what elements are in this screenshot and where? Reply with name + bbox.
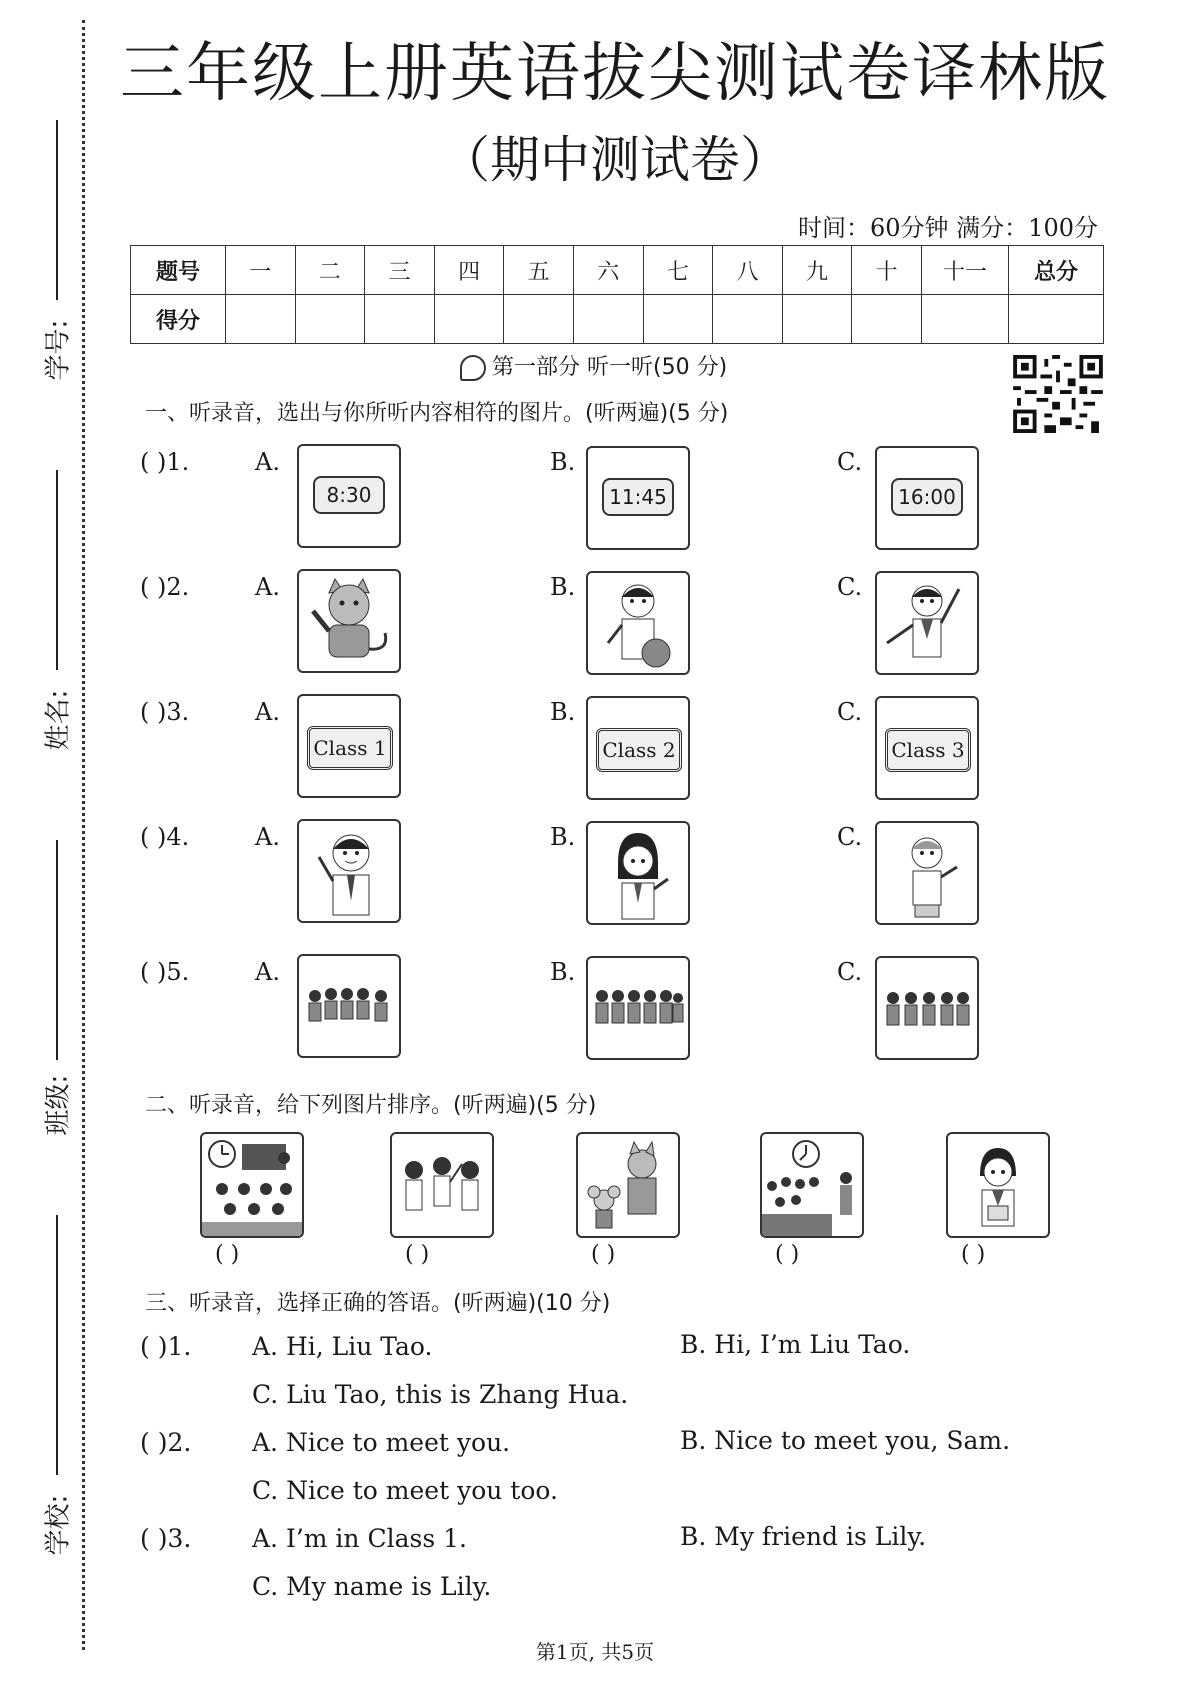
s1-question-3: [140, 690, 1100, 800]
question-number: 3.: [166, 698, 190, 726]
order-answer-paren[interactable]: ( ): [405, 1242, 430, 1267]
option-a-picture[interactable]: [297, 819, 401, 923]
part-one-heading: [460, 350, 727, 381]
question-number-header: 题号: [131, 246, 226, 295]
boy-light-hair-icon: [877, 823, 977, 923]
option-c-label: C.: [837, 448, 863, 476]
class-field: [20, 840, 80, 1140]
answer-paren: ( ): [140, 573, 167, 601]
section3-instruction: 三、听录音，选择正确的答语。(听两遍)(10 分): [145, 1291, 611, 1316]
col-9: 九: [782, 246, 852, 295]
option-a-text[interactable]: A. Hi, Liu Tao.: [252, 1332, 433, 1361]
option-b-label: B.: [550, 698, 576, 726]
score-row-header: 得分: [131, 295, 226, 344]
option-b-picture[interactable]: [586, 821, 690, 925]
class-sign: Class 2: [596, 728, 682, 772]
s1-question-2: [140, 565, 1100, 675]
answer-paren: ( ): [140, 698, 167, 726]
col-1: 一: [226, 246, 296, 295]
page-subtitle: （期中测试卷）: [440, 131, 790, 189]
group-of-students-icon: [877, 958, 977, 1058]
option-b-text[interactable]: B. Nice to meet you, Sam.: [680, 1426, 1011, 1455]
option-b-picture[interactable]: [586, 956, 690, 1060]
order-answer-paren[interactable]: ( ): [961, 1242, 986, 1267]
option-b-label: B.: [550, 958, 576, 986]
col-7: 七: [643, 246, 713, 295]
group-of-students-icon: [299, 956, 399, 1056]
school-line[interactable]: [56, 1215, 58, 1475]
order-picture-4[interactable]: [760, 1132, 864, 1238]
score-table-header-row: [131, 246, 1104, 295]
cat-and-mouse-icon: [578, 1134, 678, 1236]
option-c-picture[interactable]: [875, 696, 979, 800]
answer-paren-1[interactable]: [140, 448, 189, 476]
section2-instruction: 二、听录音，给下列图片排序。(听两遍)(5 分): [145, 1093, 597, 1118]
score-cell[interactable]: [643, 295, 713, 344]
classroom-with-clock-icon: [202, 1134, 302, 1236]
option-c-text[interactable]: C. Nice to meet you too.: [252, 1476, 558, 1505]
score-cell[interactable]: [504, 295, 574, 344]
score-table: [130, 245, 1104, 344]
answer-paren-number[interactable]: ( )3.: [140, 1524, 192, 1553]
option-c-label: C.: [837, 698, 863, 726]
s1-question-5: [140, 950, 1100, 1060]
option-c-label: C.: [837, 823, 863, 851]
order-picture-2[interactable]: [390, 1132, 494, 1238]
student-number-line[interactable]: [56, 120, 58, 300]
option-a-label: A.: [255, 573, 280, 601]
name-field: [20, 470, 80, 770]
question-number: 4.: [166, 823, 190, 851]
option-a-text[interactable]: A. I’m in Class 1.: [252, 1524, 467, 1553]
option-c-picture[interactable]: [875, 821, 979, 925]
option-b-picture[interactable]: [586, 446, 690, 550]
option-a-label: A.: [255, 448, 280, 476]
order-picture-5[interactable]: [946, 1132, 1050, 1238]
answer-paren-3[interactable]: [140, 698, 189, 726]
order-answer-paren[interactable]: ( ): [775, 1242, 800, 1267]
col-5: 五: [504, 246, 574, 295]
col-6: 六: [573, 246, 643, 295]
score-cell[interactable]: [922, 295, 1009, 344]
total-header: 总分: [1009, 246, 1104, 295]
cat-character-icon: [299, 571, 399, 671]
score-cell[interactable]: [434, 295, 504, 344]
page-title: 三年级上册英语拔尖测试卷译林版: [120, 37, 1110, 111]
score-cell[interactable]: [852, 295, 922, 344]
digital-clock: 16:00: [891, 478, 963, 516]
col-11: 十一: [922, 246, 1009, 295]
score-cell[interactable]: [226, 295, 296, 344]
answer-paren-number[interactable]: ( )1.: [140, 1332, 192, 1361]
students-in-classroom-icon: [762, 1134, 862, 1236]
option-a-label: A.: [255, 958, 280, 986]
class-label: 班级:: [43, 1074, 74, 1136]
order-picture-3[interactable]: [576, 1132, 680, 1238]
class-line[interactable]: [56, 840, 58, 1060]
group-of-students-icon: [588, 958, 688, 1058]
boy-with-ball-icon: [588, 573, 688, 673]
question-number: 5.: [166, 958, 190, 986]
option-a-picture[interactable]: [297, 444, 401, 548]
option-b-text[interactable]: B. Hi, I’m Liu Tao.: [680, 1330, 911, 1359]
col-3: 三: [365, 246, 435, 295]
option-b-picture[interactable]: [586, 571, 690, 675]
option-b-label: B.: [550, 448, 576, 476]
answer-paren-4[interactable]: [140, 823, 189, 851]
col-10: 十: [852, 246, 922, 295]
qr-code-icon: [1012, 355, 1104, 433]
total-score-cell[interactable]: [1009, 295, 1104, 344]
question-number: 2.: [166, 573, 190, 601]
answer-paren-number[interactable]: ( )2.: [140, 1428, 192, 1457]
boy-waving-icon: [877, 573, 977, 673]
option-b-picture[interactable]: [586, 696, 690, 800]
class-sign: Class 1: [307, 726, 393, 770]
girl-with-book-icon: [948, 1134, 1048, 1236]
class-sign: Class 3: [885, 728, 971, 772]
name-label: 姓名:: [43, 689, 74, 751]
digital-clock: 8:30: [313, 476, 385, 514]
page-footer: 第1页, 共5页: [535, 1640, 655, 1664]
option-a-label: A.: [255, 698, 280, 726]
part-one-heading-text: 第一部分 听一听(50 分): [492, 355, 728, 380]
option-b-label: B.: [550, 823, 576, 851]
option-b-label: B.: [550, 573, 576, 601]
digital-clock: 11:45: [602, 478, 674, 516]
order-answer-paren[interactable]: ( ): [591, 1242, 616, 1267]
boy-with-tie-icon: [299, 821, 399, 921]
school-field: [20, 1215, 80, 1555]
time-and-score-info: 时间：60分钟 满分：100分: [798, 214, 1098, 242]
student-number-label: 学号:: [43, 319, 74, 381]
score-cell[interactable]: [365, 295, 435, 344]
col-2: 二: [295, 246, 365, 295]
score-table-score-row: [131, 295, 1104, 344]
option-c-picture[interactable]: [875, 571, 979, 675]
answer-paren-2[interactable]: [140, 573, 189, 601]
answer-paren-5[interactable]: [140, 958, 189, 986]
s1-question-1: [140, 440, 1100, 550]
listening-ear-icon: [460, 355, 486, 381]
school-label: 学校:: [43, 1494, 74, 1556]
question-number: 1.: [166, 448, 190, 476]
option-c-text[interactable]: C. Liu Tao, this is Zhang Hua.: [252, 1380, 629, 1409]
option-c-picture[interactable]: [875, 956, 979, 1060]
section1-instruction: 一、听录音，选出与你所听内容相符的图片。(听两遍)(5 分): [145, 401, 729, 426]
col-8: 八: [713, 246, 783, 295]
order-answer-paren[interactable]: ( ): [215, 1242, 240, 1267]
option-a-picture[interactable]: [297, 694, 401, 798]
option-c-label: C.: [837, 958, 863, 986]
score-cell[interactable]: [782, 295, 852, 344]
option-a-picture[interactable]: [297, 954, 401, 1058]
s1-question-4: [140, 815, 1100, 925]
option-a-label: A.: [255, 823, 280, 851]
name-line[interactable]: [56, 470, 58, 670]
girl-waving-icon: [588, 823, 688, 923]
binding-dotted-line: [82, 20, 85, 1650]
option-a-text[interactable]: A. Nice to meet you.: [252, 1428, 511, 1457]
option-c-text[interactable]: C. My name is Lily.: [252, 1572, 492, 1601]
score-cell[interactable]: [713, 295, 783, 344]
score-cell[interactable]: [295, 295, 365, 344]
col-4: 四: [434, 246, 504, 295]
score-cell[interactable]: [573, 295, 643, 344]
three-children-greeting-icon: [392, 1134, 492, 1236]
option-a-picture[interactable]: [297, 569, 401, 673]
answer-paren: ( ): [140, 448, 167, 476]
student-number-field: [20, 120, 80, 420]
answer-paren: ( ): [140, 958, 167, 986]
option-c-picture[interactable]: [875, 446, 979, 550]
answer-paren: ( ): [140, 823, 167, 851]
option-b-text[interactable]: B. My friend is Lily.: [680, 1522, 927, 1551]
option-c-label: C.: [837, 573, 863, 601]
order-picture-1[interactable]: [200, 1132, 304, 1238]
